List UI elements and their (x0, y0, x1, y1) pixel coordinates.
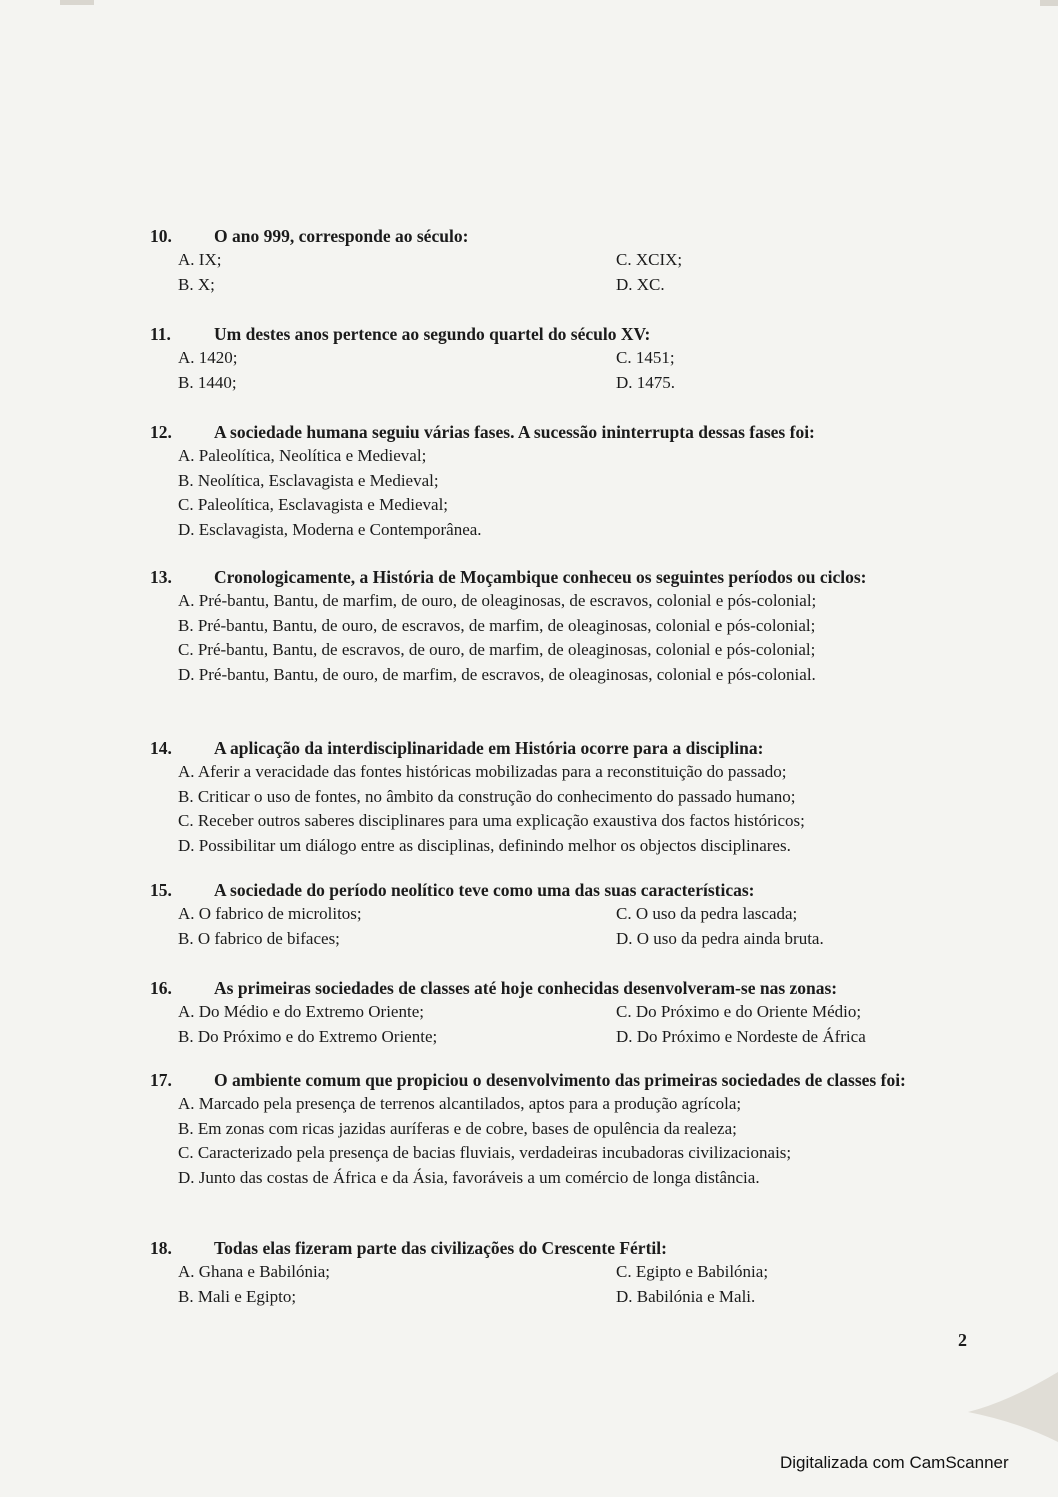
page-number: 2 (958, 1330, 967, 1350)
question-text: As primeiras sociedades de classes até hoje conhecidas desenvolveram-se nas zonas: (214, 978, 838, 998)
option: A. Paleolítica, Neolítica e Medieval; (178, 446, 427, 465)
option: B. Criticar o uso de fontes, no âmbito da construção do conhecimento do passado humano; (178, 786, 796, 806)
option: D. O uso da pedra ainda bruta. (616, 928, 824, 948)
option: A. 1420; (178, 348, 238, 367)
question-15 (150, 878, 980, 951)
option: A. Aferir a veracidade das fontes históricas mobilizadas para a reconstituição do passado; (178, 762, 787, 781)
question-text: O ano 999, corresponde ao século: (214, 226, 469, 246)
option: D. Do Próximo e Nordeste de África (616, 1026, 866, 1046)
question-18 (150, 1236, 980, 1309)
question-text: Cronologicamente, a História de Moçambique conheceu os seguintes períodos ou ciclos: (214, 567, 867, 587)
question-13 (150, 565, 980, 687)
option: B. X; (178, 274, 215, 294)
option: D. XC. (616, 274, 665, 294)
question-number: 15. (150, 880, 172, 900)
question-17 (150, 1068, 980, 1190)
option: D. 1475. (616, 372, 676, 392)
question-text: Todas elas fizeram parte das civilizações do Crescente Fértil: (214, 1238, 667, 1258)
scan-smudge (1040, 0, 1058, 6)
question-number: 16. (150, 978, 172, 998)
question-text: A sociedade humana seguiu várias fases. A sucessão ininterrupta dessas fases foi: (214, 422, 815, 442)
question-text: A aplicação da interdisciplinaridade em História ocorre para a disciplina: (214, 738, 764, 758)
option: B. 1440; (178, 372, 237, 392)
option: B. O fabrico de bifaces; (178, 928, 340, 948)
option: D. Esclavagista, Moderna e Contemporânea. (178, 519, 482, 539)
question-16 (150, 976, 980, 1049)
option: A. Pré-bantu, Bantu, de marfim, de ouro, de oleaginosas, de escravos, colonial e pós-colonial; (178, 591, 817, 610)
option: C. XCIX; (616, 250, 683, 269)
option: B. Pré-bantu, Bantu, de ouro, de escravos, de marfim, de oleaginosas, colonial e pós-colonial; (178, 615, 816, 635)
option: D. Possibilitar um diálogo entre as disciplinas, definindo melhor os objectos disciplinares. (178, 835, 791, 855)
question-14 (150, 736, 980, 858)
option: C. Egipto e Babilónia; (616, 1262, 769, 1281)
question-text: Um destes anos pertence ao segundo quartel do século XV: (214, 324, 651, 344)
question-10 (150, 224, 980, 297)
option: A. O fabrico de microlitos; (178, 904, 362, 923)
option: B. Neolítica, Esclavagista e Medieval; (178, 470, 439, 490)
option: C. 1451; (616, 348, 675, 367)
question-number: 13. (150, 567, 172, 587)
scanner-watermark: Digitalizada com CamScanner (780, 1453, 1009, 1472)
option: C. Caracterizado pela presença de bacias fluviais, verdadeiras incubadoras civilizacionais; (178, 1143, 792, 1162)
question-number: 11. (150, 324, 171, 344)
option: C. Receber outros saberes disciplinares para uma explicação exaustiva dos factos históricos; (178, 811, 805, 830)
option: A. Marcado pela presença de terrenos alcantilados, aptos para a produção agrícola; (178, 1094, 742, 1113)
option: A. Do Médio e do Extremo Oriente; (178, 1002, 424, 1021)
option: B. Em zonas com ricas jazidas auríferas e de cobre, bases de opulência da realeza; (178, 1118, 737, 1138)
option: C. Paleolítica, Esclavagista e Medieval; (178, 495, 449, 514)
scan-smudge (60, 0, 94, 5)
question-text: O ambiente comum que propiciou o desenvolvimento das primeiras sociedades de classes foi: (214, 1070, 906, 1090)
page-curl-decoration (968, 1372, 1058, 1442)
question-12 (150, 420, 980, 542)
question-number: 12. (150, 422, 172, 442)
question-11 (150, 322, 980, 395)
option: C. Do Próximo e do Oriente Médio; (616, 1002, 862, 1021)
question-number: 10. (150, 226, 172, 246)
option: C. O uso da pedra lascada; (616, 904, 798, 923)
option: A. IX; (178, 250, 222, 269)
option: B. Mali e Egipto; (178, 1286, 297, 1306)
option: C. Pré-bantu, Bantu, de escravos, de ouro, de marfim, de oleaginosas, colonial e pós-colonial; (178, 640, 816, 659)
option: D. Babilónia e Mali. (616, 1286, 756, 1306)
option: A. Ghana e Babilónia; (178, 1262, 331, 1281)
option: D. Pré-bantu, Bantu, de ouro, de marfim, de escravos, de oleaginosas, colonial e pós-colonial. (178, 664, 816, 684)
question-number: 18. (150, 1238, 172, 1258)
question-number: 14. (150, 738, 172, 758)
question-number: 17. (150, 1070, 172, 1090)
option: D. Junto das costas de África e da Ásia, favoráveis a um comércio de longa distância. (178, 1167, 760, 1187)
option: B. Do Próximo e do Extremo Oriente; (178, 1026, 438, 1046)
question-text: A sociedade do período neolítico teve como uma das suas características: (214, 880, 755, 900)
